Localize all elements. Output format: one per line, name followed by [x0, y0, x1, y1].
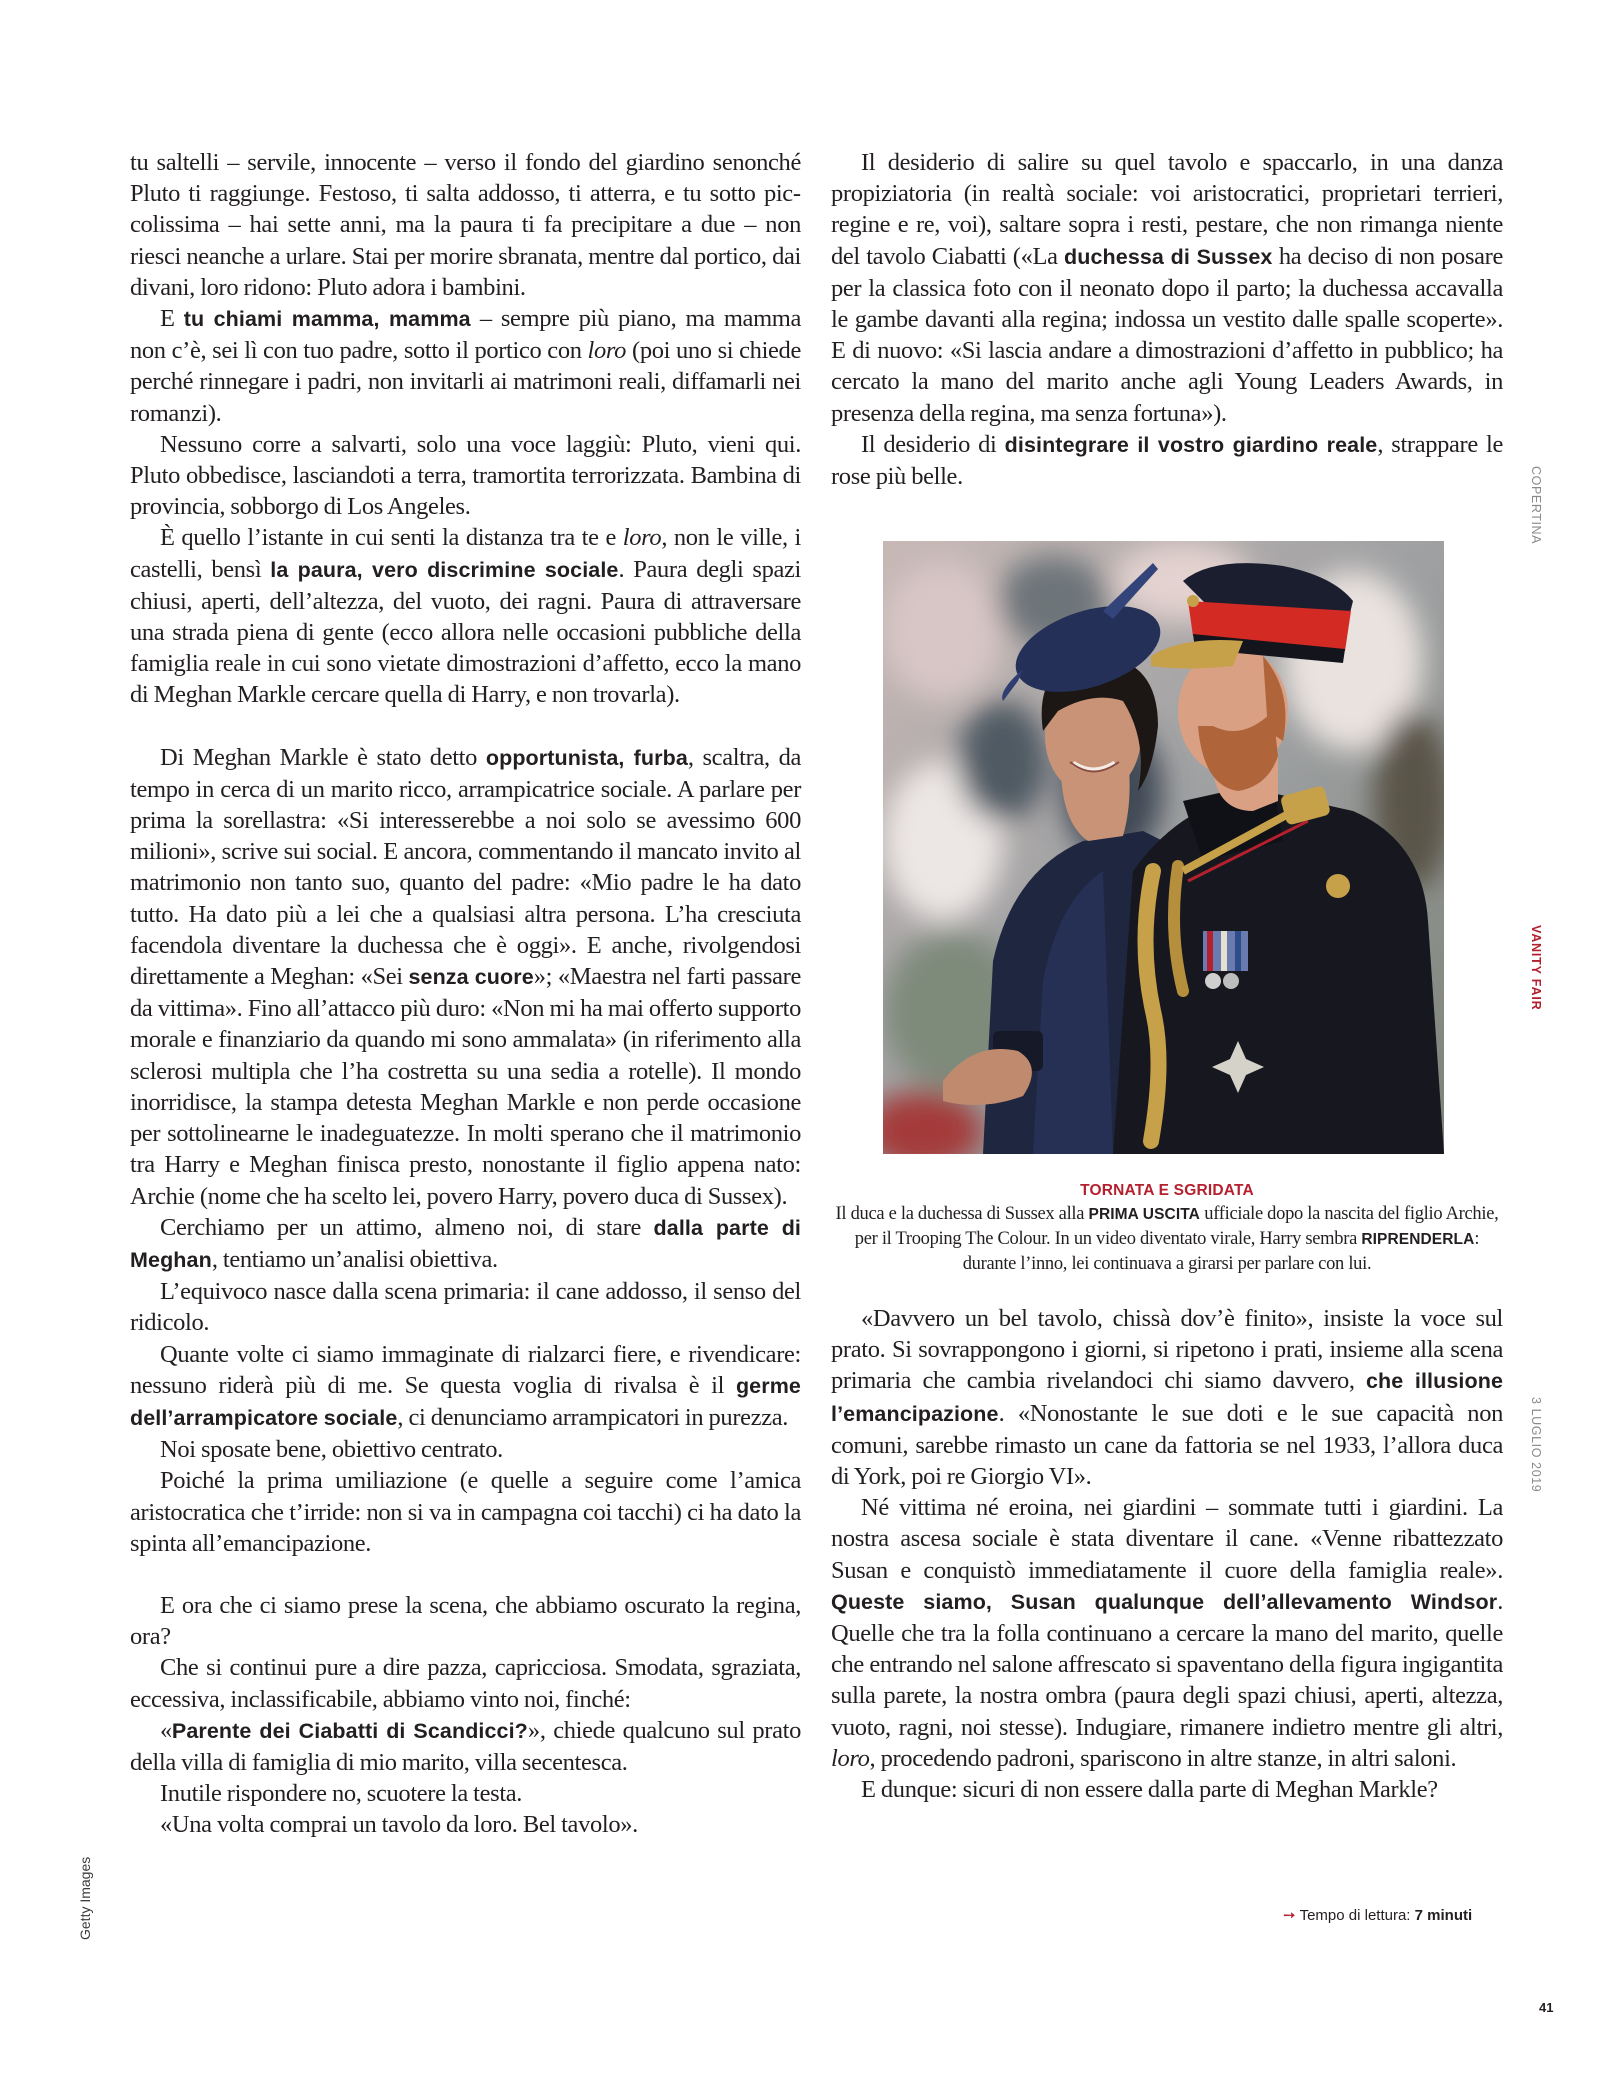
article-paragraph: È quello l’istante in cui senti la distanza tra te e loro, non le ville, i castelli, bensì la paura, vero discrimine sociale. Paura degli spazi chiusi, aperti, dell’altezza, del vuoto, dei ragni. Paura di attraversare una strada piena di gente (ecco allora nelle occasioni pubbliche della famiglia reale in cui sono vietate dimostrazioni d’affetto, ecco la mano di Meghan Markle cercare quella di Harry, e non trovarla).	[130, 524, 801, 709]
bold-highlight: dalla parte di Meghan	[130, 1215, 801, 1272]
article-paragraph: E tu chiami mamma, mamma – sempre più piano, ma mamma non c’è, sei lì con tuo padre, sotto il portico con loro (poi uno si chiede perché rinnegare i padri, non invitarli ai matrimoni reali, diffamarli nei romanzi).	[130, 305, 802, 427]
article-paragraph: Che si continui pure a dire pazza, capricciosa. Smodata, sgraziata, eccessiva, inclassificabile, abbiamo vinto noi, finché:	[130, 1654, 801, 1713]
bold-highlight: germe dell’arrampicatore sociale	[130, 1373, 801, 1430]
bold-highlight: che illusione l’emancipazione	[831, 1369, 1504, 1426]
photo-caption	[831, 1180, 1503, 1276]
article-paragraph: Noi sposate bene, obiettivo centrato.	[160, 1436, 503, 1464]
bold-highlight: senza cuore	[408, 965, 534, 990]
article-paragraph: Nessuno corre a salvarti, solo una voce laggiù: Pluto, vieni qui. Pluto obbedisce, lasciandoti a terra, tramortita terrorizzata. Bambina di provincia, sobborgo di Los Angeles.	[130, 430, 801, 521]
article-paragraph: Quante volte ci siamo immaginate di rialzarci fiere, e rivendicare: nessuno riderà più di me. Se questa voglia di rivalsa è il germe dell’arrampicatore sociale, ci denunciamo arrampicatori in purezza.	[130, 1340, 801, 1431]
photo-credit: Getty Images	[77, 1856, 93, 1940]
article-photo	[883, 541, 1444, 1154]
italic-text: loro	[587, 337, 627, 365]
caption-highlight: PRIMA USCITA	[1088, 1206, 1200, 1223]
article-column-left	[130, 147, 801, 1841]
bold-highlight: la paura, vero discrimine sociale	[270, 557, 619, 582]
bold-highlight: opportunista, furba	[485, 745, 688, 770]
article-column-right-top	[831, 147, 1503, 492]
issue-date: 3 LUGLIO 2019	[1529, 1397, 1543, 1493]
article-paragraph: tu saltelli – servile, innocente – verso il fondo del giardino senonché Pluto ti raggiunge. Festoso, ti salta addosso, ti atterra, e tu sotto piccolissima – hai sette anni, ma la paura ti fa precipitare a due – non riesci neanche a urlare. Stai per morire sbranata, mentre dal portico, dai divani, loro ridono: Pluto adora i bambini.	[130, 149, 801, 301]
article-paragraph: «Parente dei Ciabatti di Scandicci?», chiede qualcuno sul prato della villa di famiglia di mio marito, villa secentesca.	[130, 1716, 801, 1776]
bold-highlight: duchessa di Sussex	[1064, 244, 1273, 269]
article-paragraph: Il desiderio di disintegrare il vostro giardino reale, strappare le rose più belle.	[831, 430, 1503, 491]
article-paragraph: Cerchiamo per un attimo, almeno noi, di stare dalla parte di Meghan, tentiamo un’analisi obiettiva.	[130, 1213, 801, 1273]
article-paragraph: «Una volta comprai un tavolo da loro. Bel tavolo».	[160, 1811, 638, 1839]
page-number: 41	[1539, 2000, 1554, 2015]
italic-text: loro	[831, 1744, 870, 1772]
article-paragraph: Poiché la prima umiliazione (e quelle a seguire come l’amica aristocratica che t’irride: non si va in campagna coi tacchi) ci ha dato la spinta all’emancipazione.	[130, 1467, 801, 1557]
caption-title: TORNATA E SGRIDATA	[1080, 1182, 1254, 1199]
caption-text: Il duca e la duchessa di Sussex alla PRIMA USCITA ufficiale dopo la nascita del figlio Archie, per il Trooping The Colour. In un video diventato virale, Harry sembra RIPRENDERLA: durante l’inno, lei continuava a girarsi per parlare con lui.	[835, 1204, 1499, 1274]
italic-text: loro	[622, 524, 662, 552]
article-paragraph: L’equivoco nasce dalla scena primaria: il cane addosso, il senso del ridicolo.	[130, 1278, 801, 1337]
arrow-icon: ➙	[1283, 1907, 1296, 1924]
article-paragraph: Inutile rispondere no, scuotere la testa.	[160, 1780, 523, 1808]
royal-couple-photo-illustration	[883, 541, 1444, 1154]
bold-highlight: Parente dei Ciabatti di Scandicci?	[171, 1718, 528, 1743]
caption-highlight: RIPRENDERLA	[1361, 1231, 1475, 1248]
bold-highlight: tu chiami mamma, mamma	[183, 307, 471, 332]
reading-time-value: 7 minuti	[1414, 1907, 1473, 1924]
magazine-name: VANITY FAIR	[1529, 925, 1543, 1011]
bold-highlight: disintegrare il vostro giardino reale	[1004, 432, 1378, 457]
reading-time	[1283, 1906, 1472, 1924]
bold-highlight: Queste siamo, Susan qualunque dell’allevamento Windsor	[831, 1589, 1498, 1614]
article-paragraph: E dunque: sicuri di non essere dalla parte di Meghan Markle?	[861, 1776, 1438, 1804]
section-label: COPERTINA	[1529, 466, 1543, 545]
article-paragraph: Di Meghan Markle è stato detto opportunista, furba, scaltra, da tempo in cerca di un marito ricco, arrampicatrice sociale. A parlare per prima la sorellastra: «Si interesserebbe a noi solo se avessimo 600 milioni», scrive sui social. E ancora, commentando il mancato invito al matrimonio non tanto suo, quanto del padre: «Mio padre le ha dato tutto. Ha dato più a lei che a qualsiasi altra persona. L’ha cresciuta facendola diventare la duchessa che è oggi». E anche, rivolgendosi direttamente a Meghan: «Sei senza cuore»; «Maestra nel farti passare da vittima». Fino all’attacco più duro: «Non mi ha mai offerto supporto morale e finanziario da quando mi sono ammalata» (in riferimento alla sclerosi multipla che l’ha costretta su una sedia a rotelle). Il mondo inorridisce, la stampa detesta Meghan Markle e non perde occasione per sottolinearne le inadeguatezze. In molti sperano che il matrimonio tra Harry e Meghan finisca presto, nonostante il figlio appena nato: Archie (nome che ha scelto lei, povero Harry, povero duca di Sussex).	[130, 743, 801, 1210]
article-column-right-bottom	[831, 1303, 1503, 1805]
article-paragraph: Né vittima né eroina, nei giardini – sommate tutti i giardini. La nostra ascesa sociale è stata diventare il cane. «Venne ribattezzato Susan e conquistò immediatamente il cuore della famiglia reale». Queste siamo, Susan qualunque dell’allevamento Windsor. Quelle che tra la folla continuano a cercare la mano del marito, quelle che entrando nel salone affrescato si spaventano della figura ingigantita sulla parete, la nostra ombra (paura degli spazi chiusi, aperti, altezza, vuoto, ragni, noi stesse). Indugiare, rimanere indietro mentre gli altri, loro, procedendo padroni, spariscono in altre stanze, in altri saloni.	[831, 1494, 1503, 1772]
article-paragraph: E ora che ci siamo prese la scena, che abbiamo oscurato la regina, ora?	[130, 1591, 801, 1651]
article-paragraph: Il desiderio di salire su quel tavolo e spaccarlo, in una danza propiziatoria (in realtà sociale: voi aristocratici, proprietari terrieri, regine e re, voi), saltare sopra i resti, pestare, che non rimanga niente del tavolo Ciabatti («La duchessa di Sussex ha deciso di non posare per la classica foto con il neonato dopo il parto; la duchessa accavalla le gambe davanti alla regina; indossa un vestito dalle spalle scoperte». E di nuovo: «Si lascia andare a dimostrazioni d’affetto in pubblico; ha cercato la mano del marito anche agli Young Leaders Awards, in presenza della regina, ma senza fortuna»).	[831, 149, 1503, 427]
article-paragraph: «Davvero un bel tavolo, chissà dov’è finito», insiste la voce sul prato. Si sovrappongono i giorni, si ripetono i prati, insieme alla scena primaria che cambia rivelandoci chi siamo davvero, che illusione l’emancipazione. «Nonostante le sue doti e le sue capacità non comuni, sarebbe rimasto un cane da fattoria se nel 1933, l’allora duca di York, poi re Giorgio VI».	[831, 1305, 1504, 1491]
reading-time-label: Tempo di lettura:	[1299, 1907, 1411, 1924]
